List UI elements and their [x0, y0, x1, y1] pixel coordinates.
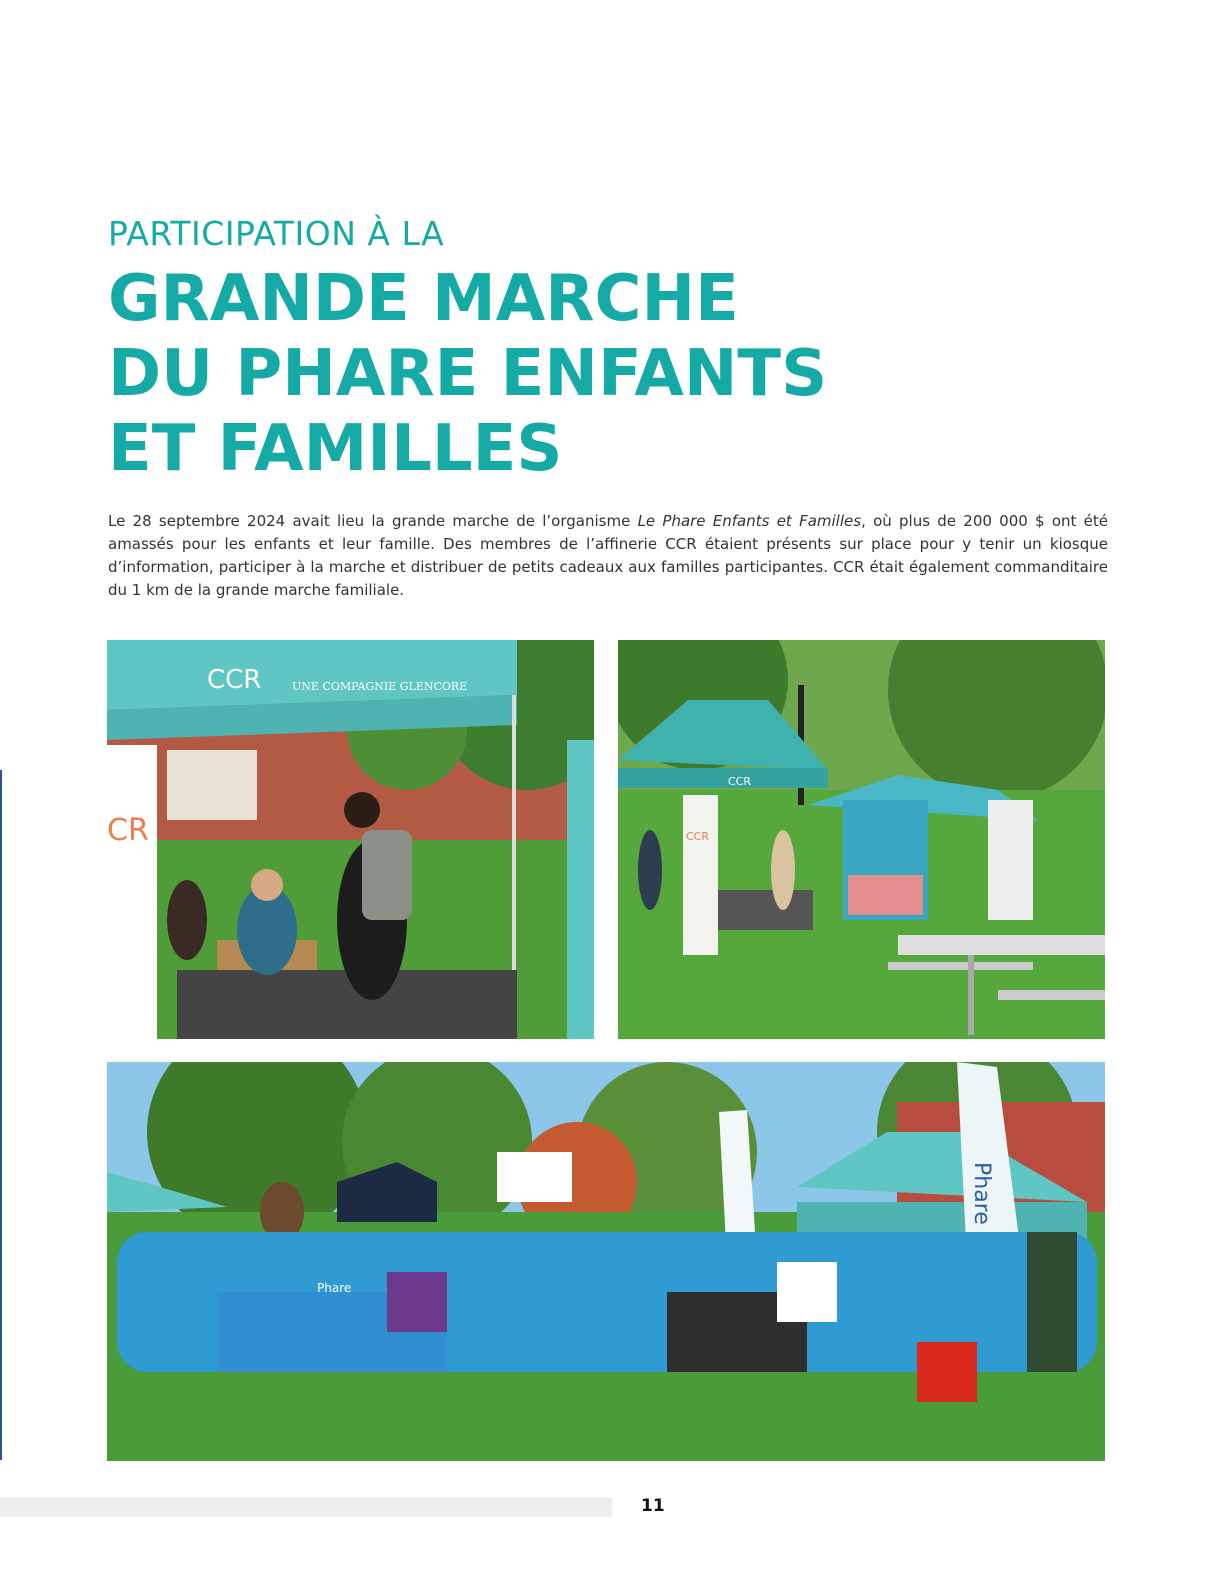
- photo-ccr-kiosk: [107, 640, 594, 1039]
- photo-park-tents: [618, 640, 1105, 1039]
- photo-group: [107, 1062, 1105, 1461]
- title-line-3: ET FAMILLES: [108, 412, 563, 486]
- footer-bar: [0, 1497, 612, 1517]
- intro-org-name: Le Phare Enfants et Familles: [637, 512, 862, 530]
- flag-text: Phare: [969, 1162, 994, 1225]
- shirt-text: Phare: [317, 1281, 352, 1295]
- title-line-2: DU PHARE ENFANTS: [108, 337, 828, 411]
- tent-logo-text: CCR: [728, 775, 752, 788]
- page-number: 11: [641, 1496, 665, 1516]
- page-title: [108, 262, 827, 487]
- intro-part-1: Le 28 septembre 2024 avait lieu la grande marche de l’organisme: [108, 512, 638, 530]
- title-line-1: GRANDE MARCHE: [108, 262, 739, 336]
- heading-kicker: PARTICIPATION À LA: [108, 214, 445, 253]
- left-edge-mark: [0, 770, 2, 1460]
- banner-text: CR: [107, 813, 149, 848]
- intro-paragraph: [108, 510, 1108, 602]
- tent-company-text: UNE COMPAGNIE GLENCORE: [292, 680, 468, 693]
- intro-part-2: , où plus de 200 000 $ ont été amassés pour les enfants et leur famille. Des membres de l’affinerie CCR étaient présents sur place pour y tenir un kiosque d’information, participer à la marche et distribuer de petits cadeaux aux familles participantes. CCR était également commanditaire du 1 km de la grande marche familiale.: [108, 512, 1109, 599]
- banner-left-text: CCR: [686, 830, 710, 843]
- tent-logo-text: CCR: [207, 665, 262, 695]
